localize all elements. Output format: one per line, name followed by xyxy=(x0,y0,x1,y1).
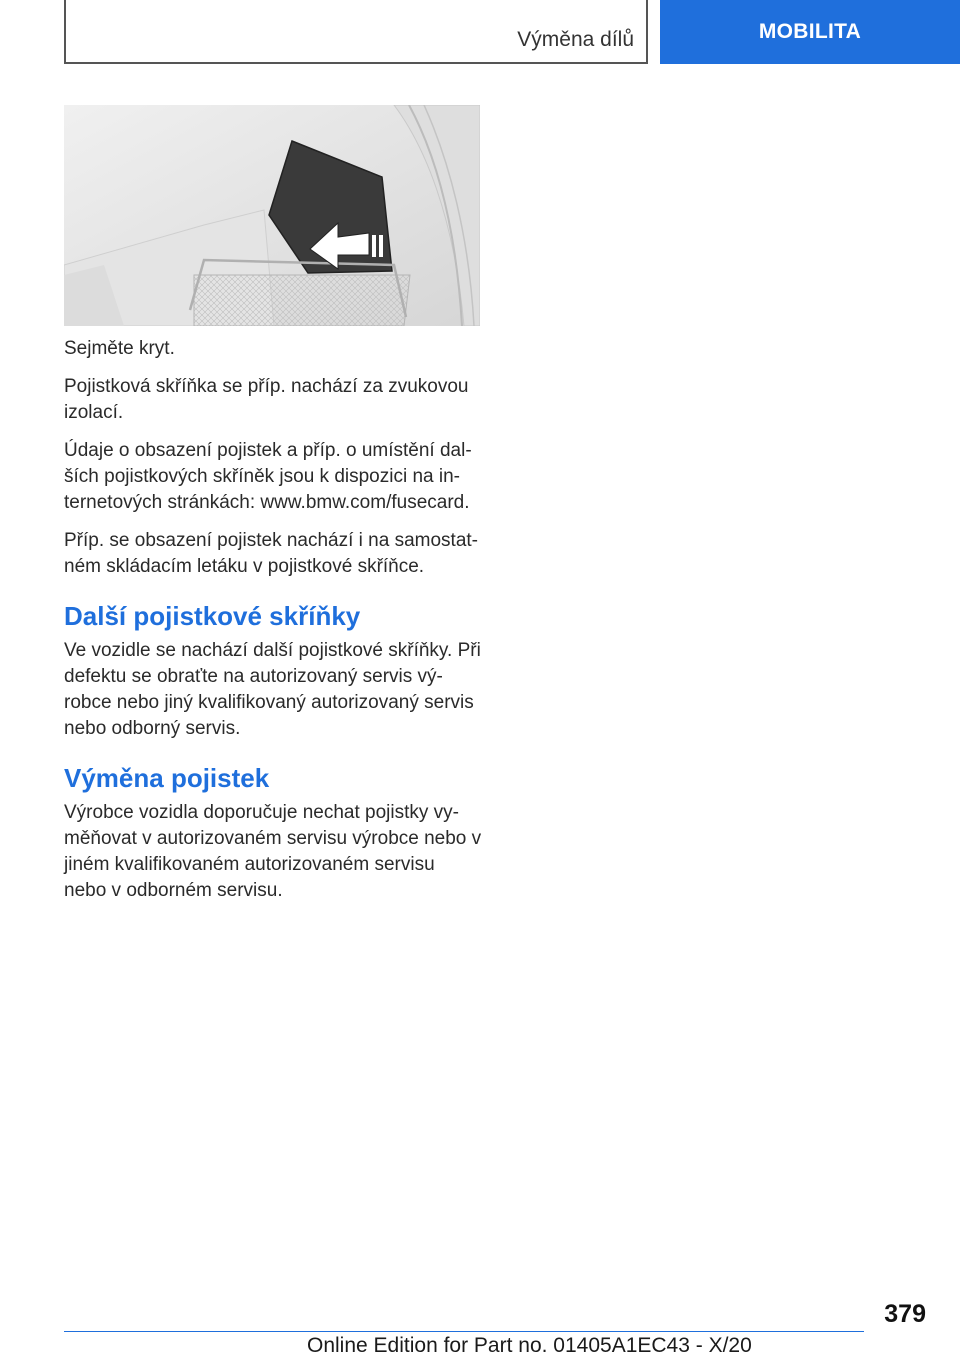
trunk-fuse-box-illustration xyxy=(64,105,480,326)
trunk-panel-drawing xyxy=(64,105,480,326)
instruction-remove-cover: Sejměte kryt. xyxy=(64,338,175,359)
paragraph-other-fuse-boxes: Ve vozidle se nachází další pojistkové skříňky. Při defektu se obraťte na autorizovaný servis výrobce nebo jiný kvalifikovaný autorizovaný servis nebo odborný servis. xyxy=(64,640,481,739)
paragraph-fuse-replacement: Výrobce vozidla doporučuje nechat pojistky vyměňovat v autorizovaném servisu výrobce nebo v jiném kvalifikovaném autorizovaném servisu nebo v odborném servisu. xyxy=(64,802,482,901)
heading-fuse-replacement: Výměna pojistek xyxy=(64,763,270,793)
main-content xyxy=(64,336,482,916)
paragraph-fuse-leaflet: Příp. se obsazení pojistek nachází i na samostatném skládacím letáku v pojistkové skříňce. xyxy=(64,530,478,577)
paragraph-fuse-box-location: Pojistková skříňka se příp. nachází za zvukovou izolací. xyxy=(64,376,469,423)
footer-edition: Online Edition for Part no. 01405A1EC43 - X/20 xyxy=(307,1334,752,1357)
section-title: Výměna dílů xyxy=(517,28,634,51)
footer-divider xyxy=(64,1331,864,1332)
chapter-tab[interactable]: MOBILITA xyxy=(660,0,960,64)
paragraph-fuse-info: Údaje o obsazení pojistek a příp. o umístění dalších pojistkových skříněk jsou k dispozici na internetových stránkách: www.bmw.com/fusecard. xyxy=(64,440,472,513)
page-number: 379 xyxy=(884,1300,926,1328)
heading-other-fuse-boxes: Další pojistkové skříňky xyxy=(64,601,361,631)
header-frame xyxy=(64,0,648,64)
